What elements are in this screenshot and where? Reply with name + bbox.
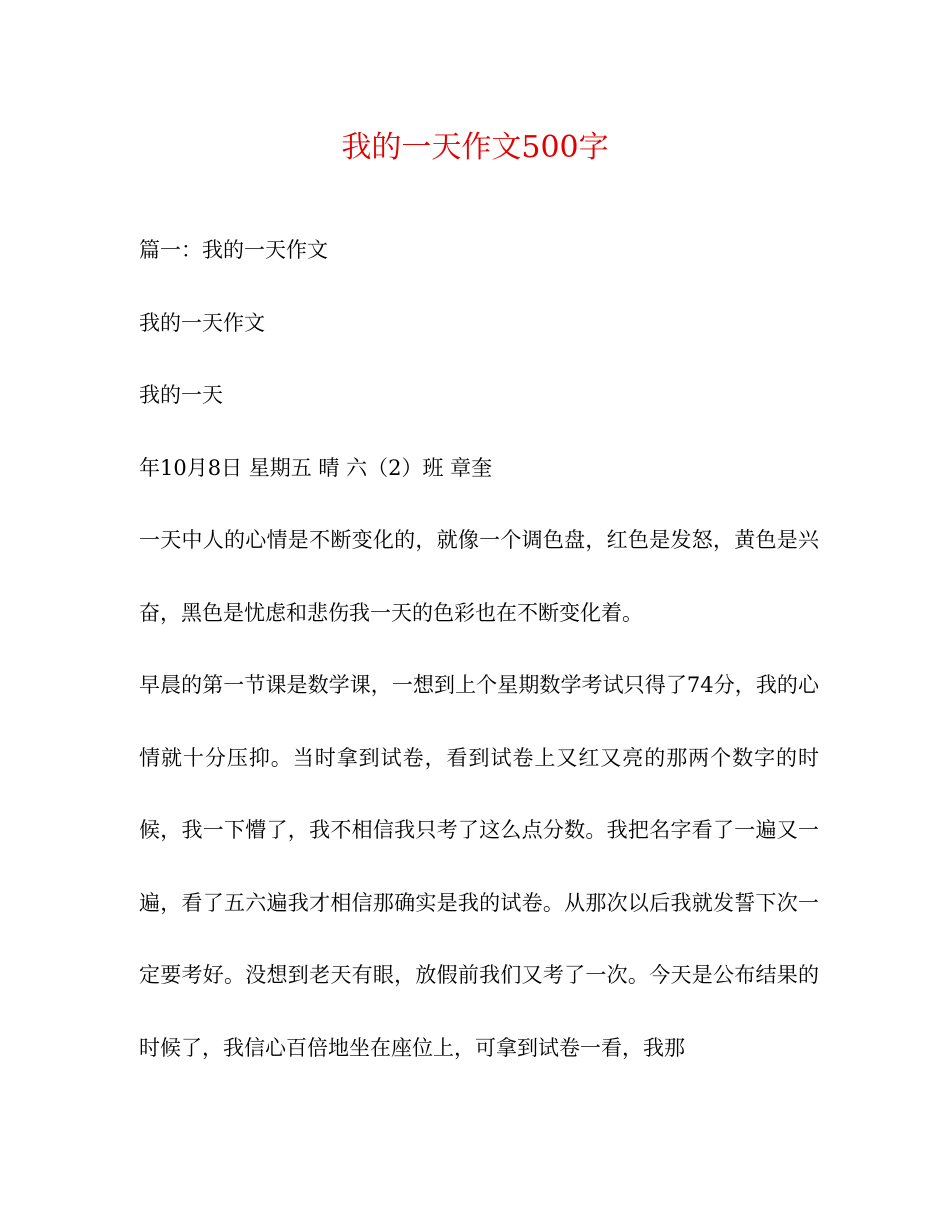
paragraph-intro: 一天中人的心情是不断变化的，就像一个调色盘，红色是发怒，黄色是兴奋，黑色是忧虑和悲伤我一天的色彩也在不断变化着。 [139,528,819,625]
essay-title: 我的一天 [139,383,223,407]
essay-heading: 我的一天作文 [139,310,265,335]
date-line: 年10月8日 星期五 晴 六（2）班 章奎 [139,455,493,480]
document-body [139,214,819,1084]
paragraph-morning: 早晨的第一节课是数学课，一想到上个星期数学考试只得了74分，我的心情就十分压抑。当时拿到试卷，看到试卷上又红又亮的那两个数字的时候，我一下懵了，我不相信我只考了这么点分数。我把名字看了一遍又一遍，看了五六遍我才相信那确实是我的试卷。从那次以后我就发誓下次一定要考好。没想到老天有眼，放假前我们又考了一次。今天是公布结果的时候了，我信心百倍地坐在座位上，可拿到试卷一看，我那 [139,673,819,1060]
document-title: 我的一天作文500字 [341,130,609,165]
section-heading: 篇一：我的一天作文 [139,238,328,262]
